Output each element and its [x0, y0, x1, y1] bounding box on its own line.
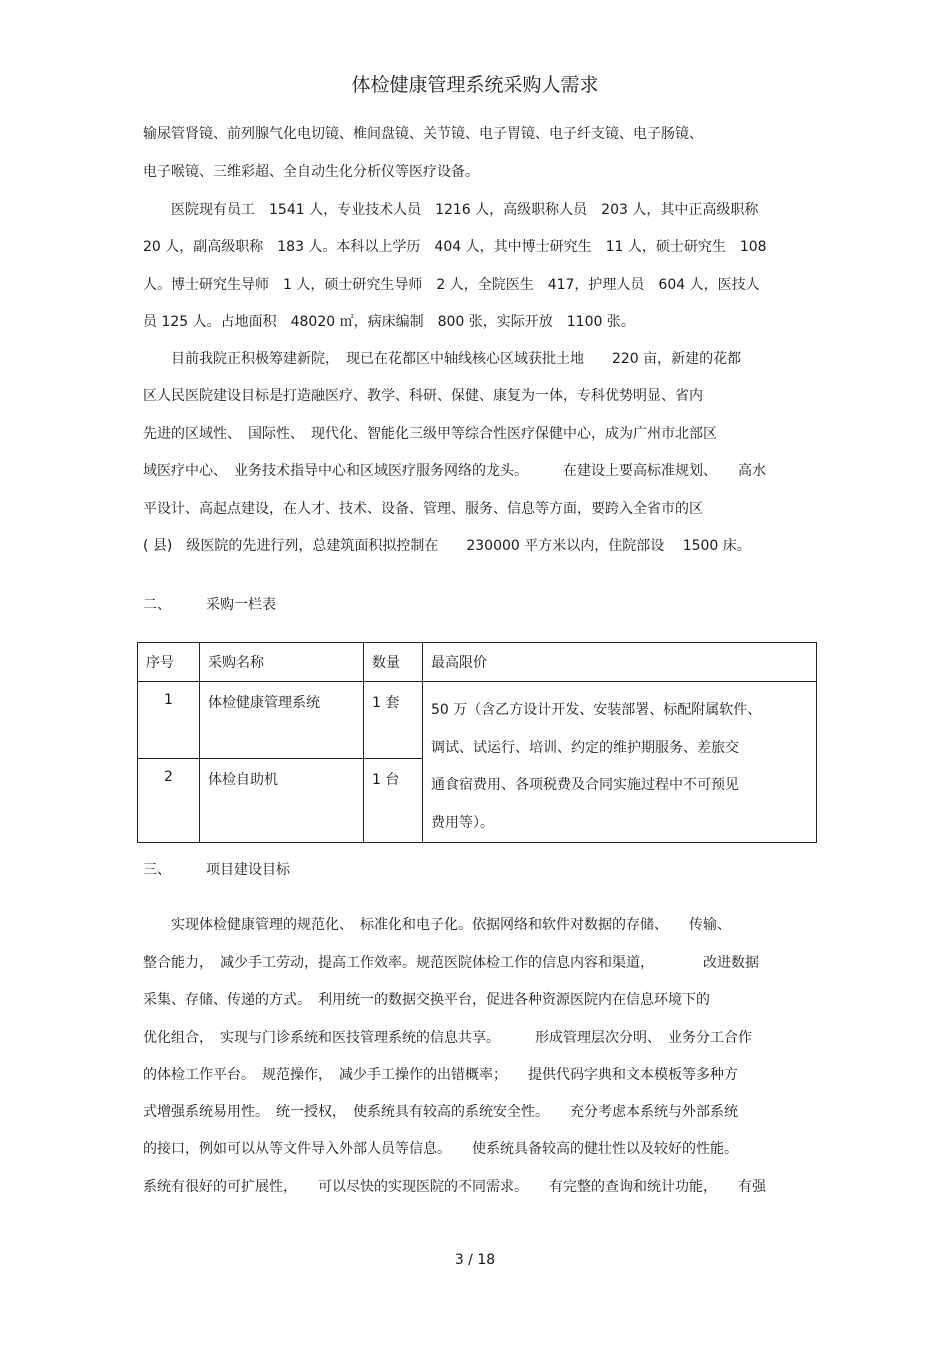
body-line: 平设计、高起点建设，在人才、技术、设备、管理、服务、信息等方面，要跨入全省市的区: [143, 501, 703, 517]
cell-name: 体检自助机: [200, 759, 364, 843]
body-line: 采集、存储、传递的方式。 利用统一的数据交换平台，促进各种资源医院内在信息环境下的: [143, 992, 710, 1008]
body-line: 的体检工作平台。 规范操作， 减少手工操作的出错概率； 提供代码字典和文本模板等多种方: [143, 1067, 738, 1083]
header-cell-no: 序号: [138, 643, 200, 682]
header-cell-price: 最高限价: [423, 643, 817, 682]
cell-name: 体检健康管理系统: [200, 682, 364, 759]
price-line: 调试、试运行、培训、约定的维护期服务、差旅交: [431, 739, 739, 756]
body-line: 目前我院正积极筹建新院， 现已在花都区中轴线核心区域获批土地 220 亩，新建的花都: [143, 351, 742, 367]
body-line: 员 125 人。占地面积 48020 ㎡，病床编制 800 张，实际开放 1100 张。: [143, 314, 635, 330]
body-line: 系统有很好的可扩展性， 可以尽快的实现医院的不同需求。 有完整的查询和统计功能， 有强: [143, 1179, 766, 1195]
body-line: 输尿管肾镜、前列腺气化电切镜、椎间盘镜、关节镜、电子胃镜、电子纤支镜、电子肠镜、: [143, 126, 703, 142]
cell-qty: 1 套: [364, 682, 423, 759]
section-heading-procurement: 二、 采购一栏表: [143, 597, 276, 613]
body-line: 整合能力， 减少手工劳动，提高工作效率。规范医院体检工作的信息内容和渠道， 改进数据: [143, 955, 759, 971]
body-line: 区人民医院建设目标是打造融医疗、教学、科研、保健、康复为一体，专科优势明显、省内: [143, 388, 703, 404]
header-cell-qty: 数量: [364, 643, 423, 682]
page-number: 3 / 18: [454, 1252, 496, 1268]
section-heading-goals: 三、 项目建设目标: [143, 862, 290, 878]
body-line: 20 人，副高级职称 183 人。本科以上学历 404 人，其中博士研究生 11 人，硕士研究生 108: [143, 239, 767, 255]
body-line: 医院现有员工 1541 人，专业技术人员 1216 人，高级职称人员 203 人，其中正高级职称: [143, 202, 759, 218]
body-line: 优化组合， 实现与门诊系统和医技管理系统的信息共享。 形成管理层次分明、 业务分工合作: [143, 1030, 752, 1046]
body-line: 实现体检健康管理的规范化、 标准化和电子化。依据网络和软件对数据的存储、 传输、: [143, 917, 731, 933]
cell-no: 1: [138, 682, 200, 759]
cell-price: [423, 682, 817, 843]
cell-qty: 1 台: [364, 759, 423, 843]
page-title: 体检健康管理系统采购人需求: [351, 74, 599, 96]
cell-no: 2: [138, 759, 200, 843]
body-line: 式增强系统易用性。 统一授权， 使系统具有较高的系统安全性。 充分考虑本系统与外部系统: [143, 1104, 738, 1120]
header-cell-name: 采购名称: [200, 643, 364, 682]
price-line: 通食宿费用、各项税费及合同实施过程中不可预见: [431, 777, 739, 793]
body-line: 电子喉镜、三维彩超、全自动生化分析仪等医疗设备。: [143, 164, 479, 180]
procurement-table: [137, 642, 817, 843]
body-line: 的接口，例如可以从等文件导入外部人员等信息。 使系统具备较高的健壮性以及较好的性能。: [143, 1141, 738, 1157]
body-line: 人。博士研究生导师 1 人，硕士研究生导师 2 人，全院医生 417，护理人员 604 人，医技人: [143, 277, 760, 293]
price-line: 费用等）。: [431, 814, 494, 831]
body-line: 域医疗中心、 业务技术指导中心和区域医疗服务网络的龙头。 在建设上要高标准规划、 高水: [143, 463, 766, 479]
body-line: ( 县) 级医院的先进行列，总建筑面积拟控制在 230000 平方米以内，住院部设 1500 床。: [143, 538, 751, 554]
table-header-row: [138, 643, 817, 682]
table-row: [138, 682, 817, 759]
price-line: 50 万（含乙方设计开发、安装部署、标配附属软件、: [431, 702, 762, 718]
body-line: 先进的区域性、 国际性、 现代化、智能化三级甲等综合性医疗保健中心，成为广州市北部区: [143, 426, 717, 442]
